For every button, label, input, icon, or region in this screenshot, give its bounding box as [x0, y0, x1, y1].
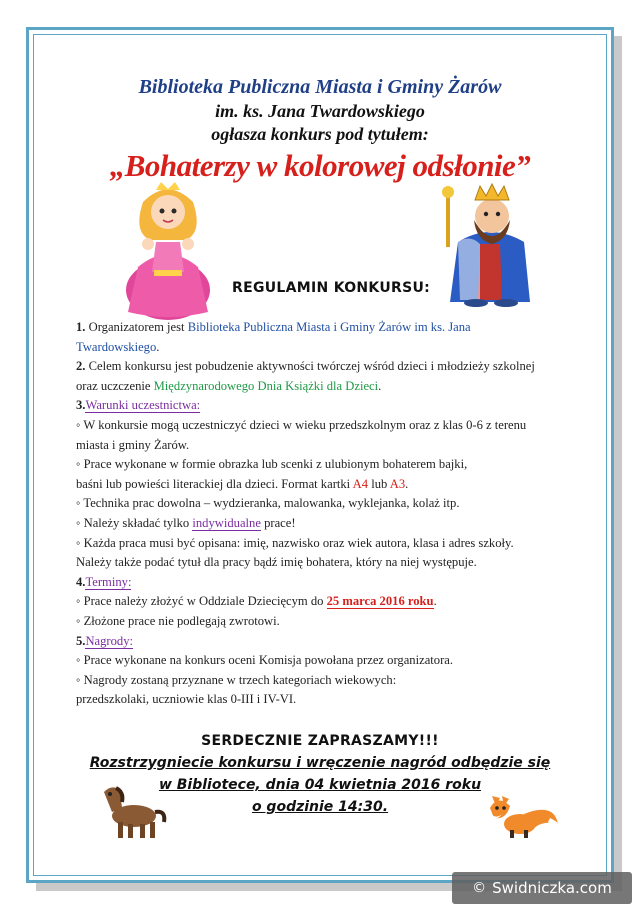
rule-2 — [76, 357, 576, 377]
book-day-name: Międzynarodowego Dnia Książki dla Dzieci — [153, 378, 379, 393]
library-patron: im. ks. Jana Twardowskiego — [215, 101, 425, 121]
rule-2-cont — [76, 377, 576, 397]
rule-line: ◦ Złożone prace nie podlegają zwrotowi. — [76, 613, 280, 628]
rule-number: 5. — [76, 633, 86, 648]
rule-text: oraz uczczenie — [76, 378, 154, 393]
watermark — [452, 872, 632, 904]
rule-text: ◦ Prace należy złożyć w Oddziale Dziecięcym do — [76, 594, 327, 609]
organizer-name: Biblioteka Publiczna Miasta i Gminy Żarów im ks. Jana — [187, 320, 471, 334]
rule-text: prace! — [260, 515, 296, 530]
library-name: Biblioteka Publiczna Miasta i Gminy Żarów — [138, 76, 502, 98]
rule-line-format — [76, 475, 576, 495]
section-heading: Warunki uczestnictwa: — [85, 398, 201, 413]
rule-text: Celem konkursu jest pobudzenie aktywności twórczej wśród dzieci i młodzieży szkolnej — [85, 359, 535, 374]
rule-line: ◦ Technika prac dowolna – wydzieranka, malowanka, wyklejanka, kolaż itp. — [76, 496, 460, 511]
rule-text: . — [433, 594, 437, 609]
rule-line-individual — [76, 514, 576, 534]
rule-text: Organizatorem jest — [85, 320, 188, 334]
results-line-2: w Bibliotece, dnia 04 kwietnia 2016 roku — [158, 777, 482, 793]
section-heading: Terminy: — [85, 574, 132, 589]
individual-emphasis: indywidualne — [192, 515, 261, 530]
rule-line: miasta i gminy Żarów. — [76, 437, 190, 452]
watermark-text: Swidniczka.com — [492, 879, 612, 897]
rule-text: lub — [368, 476, 390, 491]
results-line-1: Rozstrzygniecie konkursu i wręczenie nagród odbędzie się — [89, 755, 551, 771]
rule-3-heading — [76, 396, 576, 416]
rule-number: 2. — [76, 359, 86, 374]
rule-1-cont — [76, 338, 576, 358]
rule-number: 3. — [76, 398, 86, 413]
rule-number: 1. — [76, 320, 86, 334]
rule-line-deadline — [76, 592, 576, 612]
rule-number: 4. — [76, 574, 86, 589]
rule-text: . — [156, 339, 160, 354]
horse-illustration — [98, 782, 168, 842]
rule-line: ◦ Nagrody zostaną przyznane w trzech kategoriach wiekowych: — [76, 672, 397, 687]
rule-line: Należy także podać tytuł dla pracy bądź imię bohatera, który na niej występuje. — [76, 555, 477, 570]
rule-line: ◦ W konkursie mogą uczestniczyć dzieci w wieku przedszkolnym oraz z klas 0-6 z terenu — [76, 417, 527, 432]
copyright-icon: © — [472, 880, 487, 896]
format-a4: A4 — [352, 476, 369, 491]
format-a3: A3 — [389, 476, 406, 491]
rule-text: . — [378, 378, 382, 393]
organizer-name-cont: Twardowskiego — [76, 339, 157, 354]
rule-text: . — [405, 476, 409, 491]
announcement-line: ogłasza konkurs pod tytułem: — [211, 124, 429, 144]
rule-line: ◦ Prace wykonane w formie obrazka lub scenki z ulubionym bohaterem bajki, — [76, 457, 468, 472]
rule-line: ◦ Prace wykonane na konkurs oceni Komisja powołana przez organizatora. — [76, 653, 454, 668]
rule-text: ◦ Należy składać tylko — [76, 515, 193, 530]
princess-illustration — [118, 172, 218, 322]
invitation-text: SERDECZNIE ZAPRASZAMY!!! — [201, 733, 439, 749]
rule-1 — [76, 318, 576, 338]
king-illustration — [440, 182, 540, 307]
fox-illustration — [484, 784, 560, 842]
regulations-body — [76, 318, 576, 710]
rule-line: ◦ Każda praca musi być opisana: imię, nazwisko oraz wiek autora, klasa i adres szkoły. — [76, 535, 514, 550]
regulations-heading: REGULAMIN KONKURSU: — [232, 280, 431, 296]
rule-5-heading — [76, 632, 576, 652]
deadline-date: 25 marca 2016 roku — [326, 594, 434, 609]
rule-text: baśni lub powieści literackiej dla dzieci. Format kartki — [76, 476, 353, 491]
section-heading: Nagrody: — [85, 633, 134, 648]
rule-line: przedszkolaki, uczniowie klas 0-III i IV-VI. — [76, 692, 297, 707]
results-line-3: o godzinie 14:30. — [251, 799, 389, 815]
frame-shadow-right — [614, 36, 622, 891]
contest-title: „Bohaterzy w kolorowej odsłonie” — [109, 148, 531, 183]
rule-4-heading — [76, 573, 576, 593]
